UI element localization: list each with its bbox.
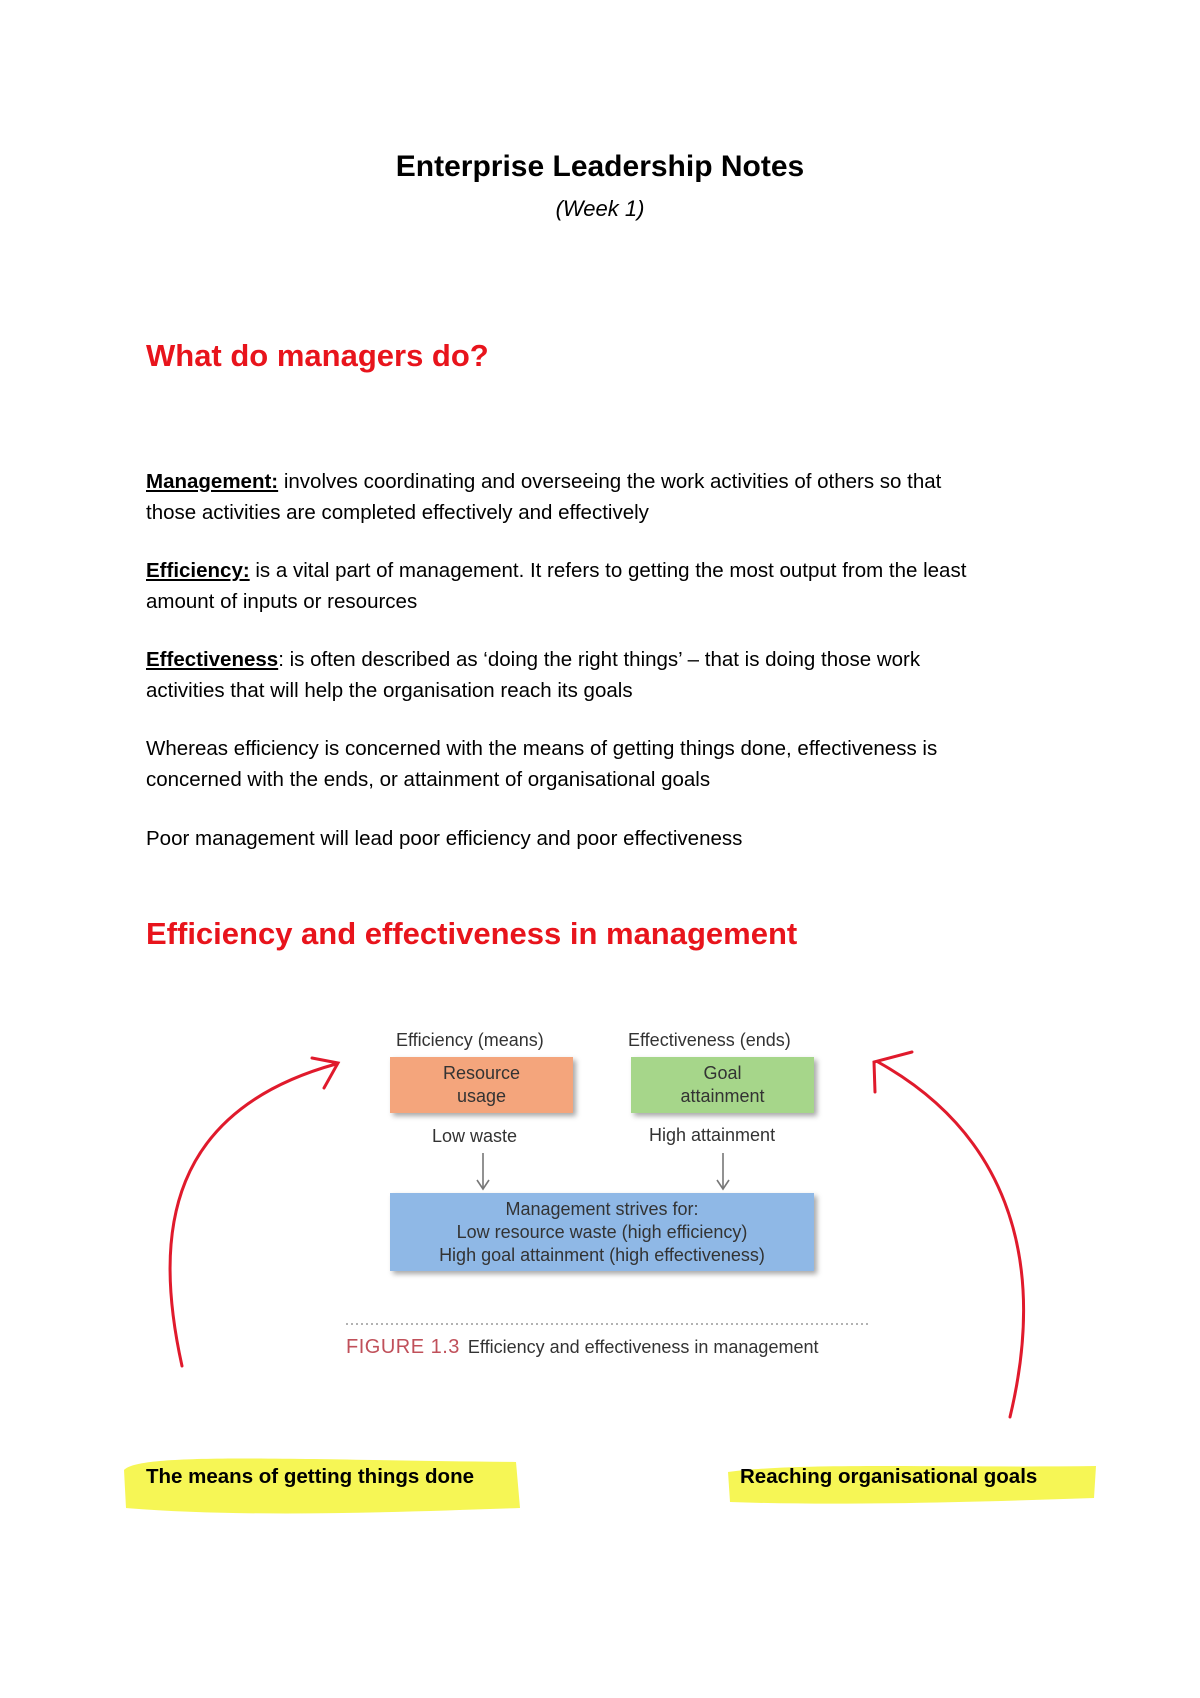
term-management: Management: [146,470,279,493]
document-subtitle: (Week 1) [555,196,645,221]
down-arrow-icon [477,1153,489,1189]
resource-box-line: usage [456,1086,507,1106]
low-waste-label: Low waste [432,1126,518,1146]
paragraph-poor-management: Poor management will lead poor efficiency and poor effectiveness [146,827,743,850]
management-strives-box [390,1193,814,1271]
resource-box-line: Resource [442,1063,521,1083]
definition-text: activities that will help the organisation reach its goals [146,679,633,702]
efficiency-means-label: Efficiency (means) [396,1030,544,1050]
effectiveness-ends-label: Effectiveness (ends) [628,1030,791,1050]
paragraph-line: concerned with the ends, or attainment of organisational goals [146,768,711,791]
strive-line: Management strives for: [505,1198,699,1219]
down-arrow-icon [717,1153,729,1189]
strive-line: High goal attainment (high effectiveness) [439,1244,765,1265]
high-attainment-label: High attainment [649,1125,776,1145]
figure-number: FIGURE 1.3 [346,1336,460,1358]
annotation-goals: Reaching organisational goals [740,1465,1038,1488]
term-effectiveness: Effectiveness [146,648,279,671]
figure-caption-text: Efficiency and effectiveness in management [467,1337,819,1357]
goal-box-line: Goal [703,1063,742,1083]
paragraph-line: Whereas efficiency is concerned with the means of getting things done, effectiveness is [146,737,938,760]
section-heading-efficiency-effectiveness: Efficiency and effectiveness in management [146,916,798,951]
section-heading-managers: What do managers do? [146,338,489,373]
annotation-means: The means of getting things done [146,1465,474,1488]
definition-text: involves coordinating and overseeing the work activities of others so that [278,470,942,493]
definition-text: : is often described as ‘doing the right things’ – that is doing those work [278,648,921,671]
definition-text: those activities are completed effectively and effectively [146,501,649,524]
term-efficiency: Efficiency: [146,559,250,582]
definition-text: is a vital part of management. It refers to getting the most output from the least [249,559,967,582]
definition-text: amount of inputs or resources [146,590,418,613]
document-title: Enterprise Leadership Notes [395,150,805,183]
red-curved-arrow-icon [874,1052,1024,1417]
strive-line: Low resource waste (high efficiency) [456,1221,748,1242]
figure-caption [346,1336,818,1359]
red-curved-arrow-icon [170,1058,338,1366]
goal-box-line: attainment [680,1086,765,1106]
